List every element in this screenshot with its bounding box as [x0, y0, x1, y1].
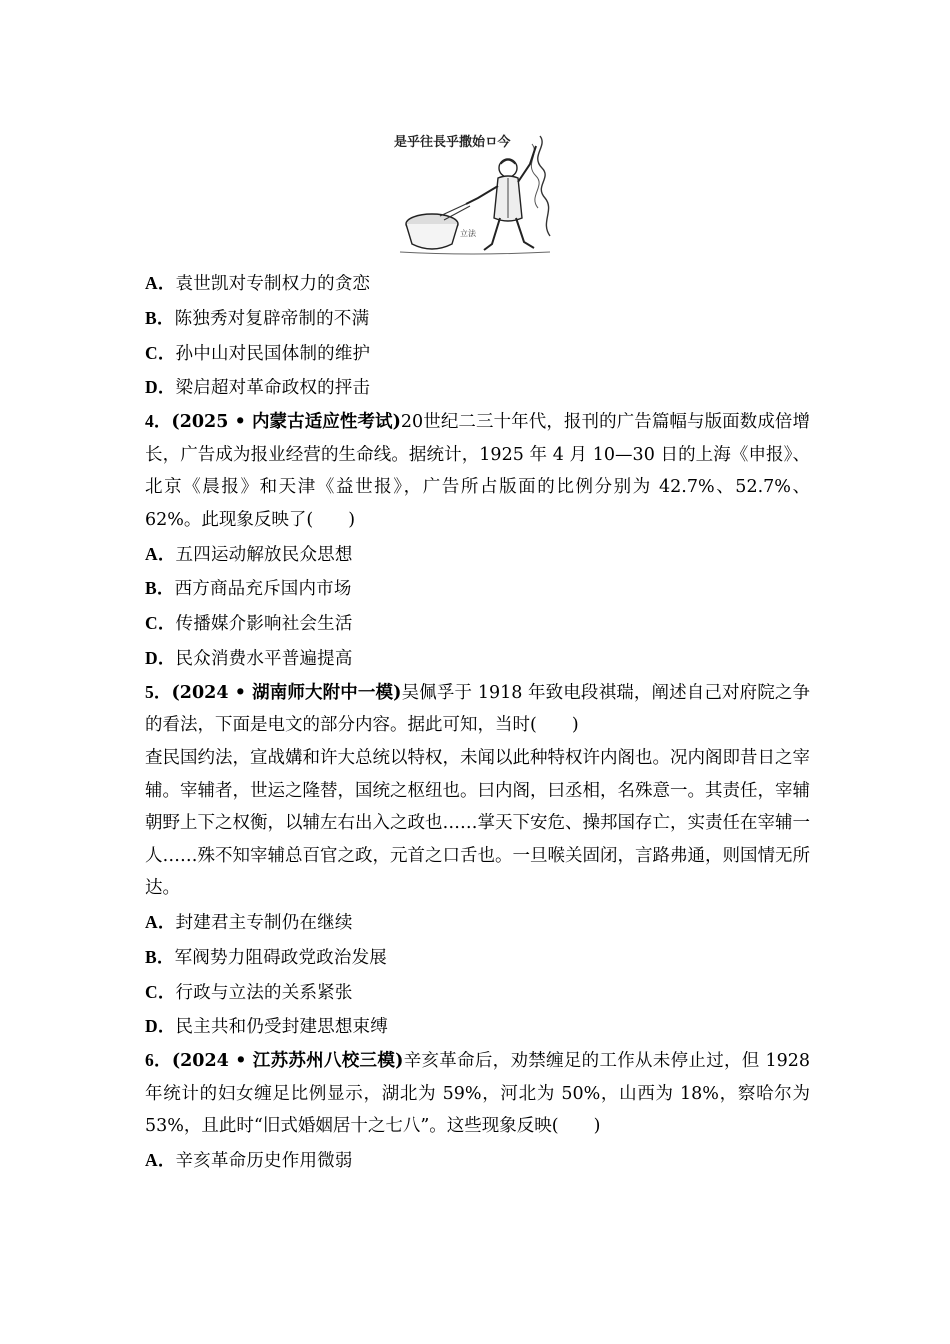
- q5-quote: 查民国约法，宣战媾和许大总统以特权，未闻以此种特权许内阁也。况内阁即昔日之宰辅。宰辅者，世运之隆替，国统之枢纽也。曰内阁，曰丞相，名殊意一。其责任，宰辅朝野上下之权衡，以辅左右出入之政也……掌天下安危、操邦国存亡，实责任在宰辅一人……殊不知宰辅总百官之政，元首之口舌也。一旦喉关固闭，言路弗通，则国情无所达。: [145, 747, 810, 899]
- q4-option-a: A．五四运动解放民众思想: [145, 543, 353, 565]
- q5-option-a: A．封建君主专制仍在继续: [145, 911, 353, 933]
- q3-options: [145, 266, 810, 405]
- q5-option-d: D．民主共和仍受封建思想束缚: [145, 1016, 388, 1038]
- q6-stem: 6．(2024 • 江苏苏州八校三模)辛亥革命后，劝禁缠足的工作从未停止过，但 1928 年统计的妇女缠足比例显示，湖北为 59%，河北为 50%，山西为 18%，察哈尔为 53%，且此时“旧式婚姻居十之七八”。这些现象反映( ): [145, 1050, 810, 1137]
- question-6: [145, 1044, 810, 1178]
- q6-option-a: A．辛亥革命历史作用微弱: [145, 1149, 353, 1171]
- q4-option-c: C．传播媒介影响社会生活: [145, 613, 353, 635]
- cartoon-drawing: [390, 126, 560, 258]
- q3-option-c: C．孙中山对民国体制的维护: [145, 342, 371, 364]
- q3-option-d: D．梁启超对革命政权的抨击: [145, 377, 371, 399]
- cartoon-caption: 是乎往長乎撒始ㅁ今: [394, 135, 511, 150]
- q5-option-b: B．军阀势力阻碍政党政治发展: [145, 946, 387, 968]
- document-body: [145, 266, 810, 1178]
- q4-option-b: B．西方商品充斥国内市场: [145, 578, 352, 600]
- q4-stem: 4．(2025 • 内蒙古适应性考试)20世纪二三十年代，报刊的广告篇幅与版面数成倍增长，广告成为报业经营的生命线。据统计，1925 年 4 月 10—30 日的上海《申报》、北京《晨报》和天津《益世报》，广告所占版面的比例分别为 42.7%、52.7%、62%。此现象反映了( ): [145, 411, 810, 530]
- q3-option-b: B．陈独秀对复辟帝制的不满: [145, 307, 370, 329]
- q5-option-c: C．行政与立法的关系紧张: [145, 981, 353, 1003]
- q3-option-a: A．袁世凯对专制权力的贪恋: [145, 273, 371, 294]
- cartoon-figure: [390, 126, 560, 258]
- q4-option-d: D．民众消费水平普遍提高: [145, 647, 353, 669]
- cartoon-side-label: 立法: [460, 229, 476, 238]
- q5-stem: 5．(2024 • 湖南师大附中一模)吴佩孚于 1918 年致电段祺瑞，阐述自己对府院之争的看法，下面是电文的部分内容。据此可知，当时( ): [145, 681, 811, 736]
- question-5: [145, 676, 810, 1044]
- question-4: [145, 405, 810, 676]
